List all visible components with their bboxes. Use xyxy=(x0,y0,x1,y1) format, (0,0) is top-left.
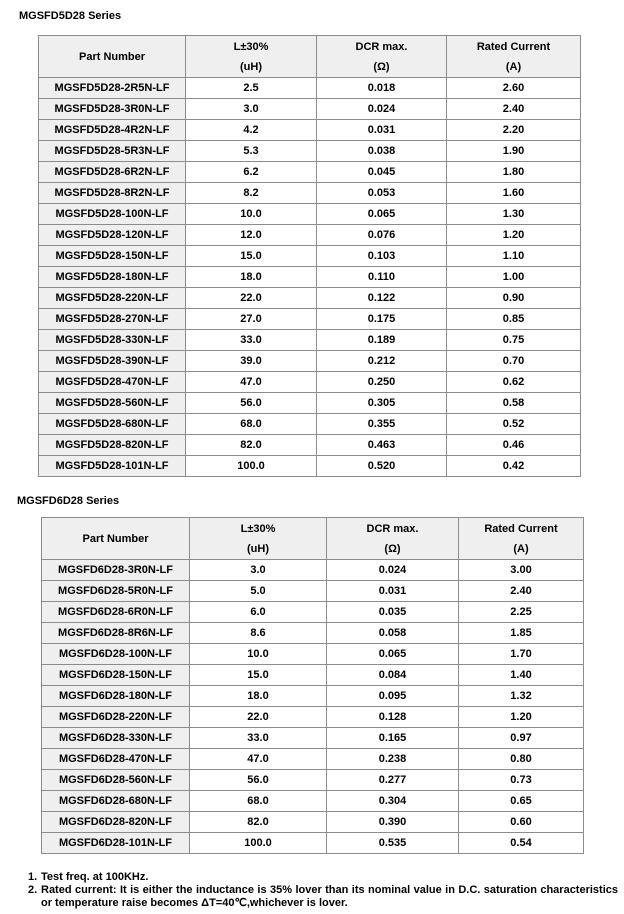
rated-current-cell: 0.42 xyxy=(447,456,581,477)
table-row xyxy=(39,183,581,204)
part-number-cell: MGSFD5D28-820N-LF xyxy=(39,435,186,456)
part-number-cell: MGSFD5D28-330N-LF xyxy=(39,330,186,351)
inductance-cell: 27.0 xyxy=(186,309,317,330)
dcr-cell: 0.058 xyxy=(327,623,459,644)
dcr-cell: 0.122 xyxy=(317,288,447,309)
rated-current-cell: 0.90 xyxy=(447,288,581,309)
rated-current-cell: 0.60 xyxy=(459,812,584,833)
table-row xyxy=(39,225,581,246)
inductance-cell: 68.0 xyxy=(186,414,317,435)
rated-current-cell: 0.46 xyxy=(447,435,581,456)
part-number-cell: MGSFD6D28-470N-LF xyxy=(42,749,190,770)
inductance-cell: 10.0 xyxy=(186,204,317,225)
dcr-cell: 0.031 xyxy=(327,581,459,602)
table-row xyxy=(42,728,584,749)
part-number-cell: MGSFD5D28-220N-LF xyxy=(39,288,186,309)
rated-current-cell: 1.20 xyxy=(459,707,584,728)
footnote xyxy=(28,884,618,910)
inductance-cell: 8.2 xyxy=(186,183,317,204)
dcr-cell: 0.535 xyxy=(327,833,459,854)
inductance-cell: 2.5 xyxy=(186,78,317,99)
table-row xyxy=(39,414,581,435)
part-number-cell: MGSFD6D28-3R0N-LF xyxy=(42,560,190,581)
rated-current-cell: 0.62 xyxy=(447,372,581,393)
inductance-label: L±30% xyxy=(240,522,276,535)
inductance-cell: 10.0 xyxy=(190,644,327,665)
part-number-cell: MGSFD5D28-8R2N-LF xyxy=(39,183,186,204)
rated-current-cell: 0.75 xyxy=(447,330,581,351)
part-number-header: Part Number xyxy=(39,36,186,78)
footnote-number: 2. xyxy=(28,884,38,896)
rated-current-cell: 0.73 xyxy=(459,770,584,791)
table-row xyxy=(39,288,581,309)
part-number-cell: MGSFD5D28-2R5N-LF xyxy=(39,78,186,99)
rated-current-cell: 2.20 xyxy=(447,120,581,141)
table-row xyxy=(39,372,581,393)
rated-current-header xyxy=(447,36,581,78)
part-number-cell: MGSFD6D28-100N-LF xyxy=(42,644,190,665)
rated-current-cell: 0.85 xyxy=(447,309,581,330)
rated-current-cell: 0.70 xyxy=(447,351,581,372)
rated-current-cell: 1.60 xyxy=(447,183,581,204)
inductance-cell: 18.0 xyxy=(190,686,327,707)
inductance-cell: 47.0 xyxy=(190,749,327,770)
rated-current-cell: 1.32 xyxy=(459,686,584,707)
rated-current-cell: 1.20 xyxy=(447,225,581,246)
inductance-cell: 82.0 xyxy=(190,812,327,833)
inductance-cell: 100.0 xyxy=(186,456,317,477)
table-row xyxy=(39,99,581,120)
table-row xyxy=(42,770,584,791)
rated-current-cell: 0.65 xyxy=(459,791,584,812)
part-number-cell: MGSFD6D28-180N-LF xyxy=(42,686,190,707)
table-row xyxy=(42,707,584,728)
part-number-cell: MGSFD6D28-220N-LF xyxy=(42,707,190,728)
rated-current-cell: 0.58 xyxy=(447,393,581,414)
inductance-cell: 18.0 xyxy=(186,267,317,288)
rated-current-header xyxy=(459,518,584,560)
table-row xyxy=(39,78,581,99)
dcr-cell: 0.031 xyxy=(317,120,447,141)
rated-current-unit: (A) xyxy=(505,60,522,73)
footnote-number: 1. xyxy=(28,871,38,883)
dcr-cell: 0.463 xyxy=(317,435,447,456)
dcr-cell: 0.024 xyxy=(327,560,459,581)
inductance-cell: 56.0 xyxy=(190,770,327,791)
dcr-cell: 0.175 xyxy=(317,309,447,330)
part-number-cell: MGSFD5D28-101N-LF xyxy=(39,456,186,477)
inductance-cell: 82.0 xyxy=(186,435,317,456)
table-row xyxy=(42,644,584,665)
spec-table-mgsfd6d28 xyxy=(41,517,584,854)
table-header-row xyxy=(39,36,581,78)
part-number-cell: MGSFD6D28-820N-LF xyxy=(42,812,190,833)
part-number-cell: MGSFD5D28-680N-LF xyxy=(39,414,186,435)
rated-current-cell: 1.30 xyxy=(447,204,581,225)
table-row xyxy=(42,749,584,770)
table-row xyxy=(39,246,581,267)
part-number-cell: MGSFD5D28-120N-LF xyxy=(39,225,186,246)
table-row xyxy=(42,833,584,854)
inductance-cell: 68.0 xyxy=(190,791,327,812)
dcr-cell: 0.277 xyxy=(327,770,459,791)
footnote-text: Rated current: It is either the inductance is 35% lover than its nominal value in D.C. saturation characteristics or temperature raise becomes ΔT=40℃,whichever is lover. xyxy=(41,884,618,909)
part-number-cell: MGSFD5D28-270N-LF xyxy=(39,309,186,330)
table-row xyxy=(42,686,584,707)
part-number-cell: MGSFD5D28-6R2N-LF xyxy=(39,162,186,183)
rated-current-label: Rated Current xyxy=(476,40,551,53)
part-number-cell: MGSFD6D28-560N-LF xyxy=(42,770,190,791)
rated-current-cell: 0.52 xyxy=(447,414,581,435)
rated-current-label: Rated Current xyxy=(484,522,558,535)
dcr-cell: 0.128 xyxy=(327,707,459,728)
dcr-header xyxy=(327,518,459,560)
rated-current-cell: 0.80 xyxy=(459,749,584,770)
dcr-cell: 0.076 xyxy=(317,225,447,246)
dcr-cell: 0.065 xyxy=(327,644,459,665)
part-number-header: Part Number xyxy=(42,518,190,560)
dcr-cell: 0.212 xyxy=(317,351,447,372)
part-number-cell: MGSFD5D28-150N-LF xyxy=(39,246,186,267)
table-row xyxy=(39,120,581,141)
dcr-cell: 0.095 xyxy=(327,686,459,707)
table-header-row xyxy=(42,518,584,560)
table-row xyxy=(42,602,584,623)
inductance-cell: 3.0 xyxy=(186,99,317,120)
inductance-cell: 100.0 xyxy=(190,833,327,854)
table-row xyxy=(39,162,581,183)
table-row xyxy=(39,330,581,351)
dcr-cell: 0.103 xyxy=(317,246,447,267)
table-row xyxy=(39,393,581,414)
table-row xyxy=(42,560,584,581)
dcr-cell: 0.024 xyxy=(317,99,447,120)
dcr-cell: 0.045 xyxy=(317,162,447,183)
footnotes xyxy=(28,871,618,910)
table-row xyxy=(39,456,581,477)
table-row xyxy=(39,141,581,162)
rated-current-cell: 0.54 xyxy=(459,833,584,854)
table-row xyxy=(42,623,584,644)
footnote xyxy=(28,871,618,884)
dcr-unit: (Ω) xyxy=(373,60,390,73)
part-number-cell: MGSFD6D28-150N-LF xyxy=(42,665,190,686)
dcr-cell: 0.250 xyxy=(317,372,447,393)
rated-current-cell: 3.00 xyxy=(459,560,584,581)
table-row xyxy=(42,581,584,602)
dcr-cell: 0.165 xyxy=(327,728,459,749)
rated-current-cell: 2.60 xyxy=(447,78,581,99)
series-title-mgsfd6d28: MGSFD6D28 Series xyxy=(17,495,120,507)
part-number-cell: MGSFD5D28-4R2N-LF xyxy=(39,120,186,141)
rated-current-cell: 1.85 xyxy=(459,623,584,644)
dcr-cell: 0.053 xyxy=(317,183,447,204)
rated-current-cell: 2.25 xyxy=(459,602,584,623)
dcr-cell: 0.018 xyxy=(317,78,447,99)
table-row xyxy=(39,267,581,288)
part-number-cell: MGSFD6D28-8R6N-LF xyxy=(42,623,190,644)
rated-current-cell: 0.97 xyxy=(459,728,584,749)
part-number-cell: MGSFD5D28-5R3N-LF xyxy=(39,141,186,162)
table-row xyxy=(39,351,581,372)
series-title-mgsfd5d28: MGSFD5D28 Series xyxy=(19,10,122,22)
inductance-cell: 4.2 xyxy=(186,120,317,141)
inductance-cell: 33.0 xyxy=(190,728,327,749)
inductance-cell: 6.0 xyxy=(190,602,327,623)
inductance-unit: (uH) xyxy=(240,60,262,73)
footnote-text: Test freq. at 100KHz. xyxy=(41,871,149,883)
inductance-header xyxy=(190,518,327,560)
inductance-cell: 39.0 xyxy=(186,351,317,372)
table-row xyxy=(42,665,584,686)
part-number-cell: MGSFD6D28-330N-LF xyxy=(42,728,190,749)
rated-current-unit: (A) xyxy=(513,542,529,555)
part-number-cell: MGSFD5D28-100N-LF xyxy=(39,204,186,225)
table-row xyxy=(39,204,581,225)
dcr-cell: 0.304 xyxy=(327,791,459,812)
rated-current-cell: 1.10 xyxy=(447,246,581,267)
dcr-cell: 0.038 xyxy=(317,141,447,162)
dcr-cell: 0.189 xyxy=(317,330,447,351)
inductance-cell: 33.0 xyxy=(186,330,317,351)
spec-table-mgsfd5d28 xyxy=(38,35,581,477)
part-number-cell: MGSFD5D28-3R0N-LF xyxy=(39,99,186,120)
rated-current-cell: 1.80 xyxy=(447,162,581,183)
dcr-cell: 0.305 xyxy=(317,393,447,414)
dcr-label: DCR max. xyxy=(355,40,408,53)
dcr-cell: 0.110 xyxy=(317,267,447,288)
rated-current-cell: 1.40 xyxy=(459,665,584,686)
part-number-cell: MGSFD5D28-180N-LF xyxy=(39,267,186,288)
part-number-cell: MGSFD5D28-390N-LF xyxy=(39,351,186,372)
part-number-cell: MGSFD6D28-6R0N-LF xyxy=(42,602,190,623)
dcr-cell: 0.065 xyxy=(317,204,447,225)
dcr-cell: 0.238 xyxy=(327,749,459,770)
inductance-unit: (uH) xyxy=(247,542,269,555)
dcr-cell: 0.355 xyxy=(317,414,447,435)
dcr-label: DCR max. xyxy=(366,522,419,535)
inductance-cell: 22.0 xyxy=(190,707,327,728)
inductance-cell: 22.0 xyxy=(186,288,317,309)
rated-current-cell: 1.00 xyxy=(447,267,581,288)
inductance-cell: 15.0 xyxy=(186,246,317,267)
table-row xyxy=(39,309,581,330)
inductance-cell: 3.0 xyxy=(190,560,327,581)
part-number-cell: MGSFD6D28-680N-LF xyxy=(42,791,190,812)
part-number-cell: MGSFD6D28-101N-LF xyxy=(42,833,190,854)
dcr-header xyxy=(317,36,447,78)
inductance-cell: 12.0 xyxy=(186,225,317,246)
dcr-cell: 0.520 xyxy=(317,456,447,477)
part-number-cell: MGSFD6D28-5R0N-LF xyxy=(42,581,190,602)
inductance-cell: 56.0 xyxy=(186,393,317,414)
inductance-cell: 5.3 xyxy=(186,141,317,162)
dcr-unit: (Ω) xyxy=(384,542,401,555)
rated-current-cell: 1.90 xyxy=(447,141,581,162)
inductance-cell: 47.0 xyxy=(186,372,317,393)
table-row xyxy=(39,435,581,456)
rated-current-cell: 1.70 xyxy=(459,644,584,665)
inductance-cell: 8.6 xyxy=(190,623,327,644)
inductance-cell: 15.0 xyxy=(190,665,327,686)
inductance-label: L±30% xyxy=(233,40,269,53)
dcr-cell: 0.035 xyxy=(327,602,459,623)
part-number-cell: MGSFD5D28-560N-LF xyxy=(39,393,186,414)
inductance-header xyxy=(186,36,317,78)
inductance-cell: 6.2 xyxy=(186,162,317,183)
rated-current-cell: 2.40 xyxy=(459,581,584,602)
dcr-cell: 0.084 xyxy=(327,665,459,686)
inductance-cell: 5.0 xyxy=(190,581,327,602)
rated-current-cell: 2.40 xyxy=(447,99,581,120)
part-number-cell: MGSFD5D28-470N-LF xyxy=(39,372,186,393)
table-row xyxy=(42,812,584,833)
dcr-cell: 0.390 xyxy=(327,812,459,833)
table-row xyxy=(42,791,584,812)
